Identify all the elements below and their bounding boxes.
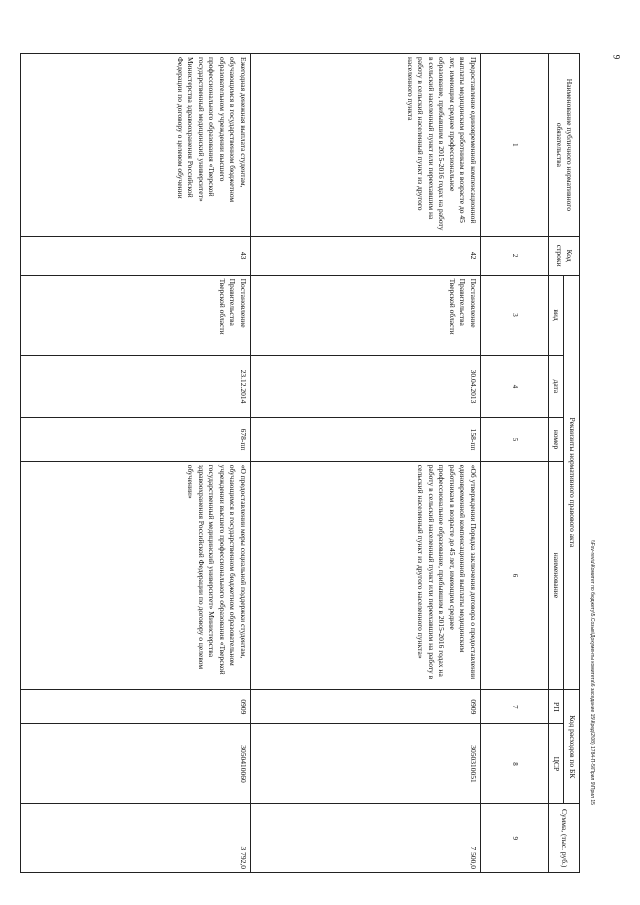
- act-type: Постановление Правительства Тверской области: [21, 275, 251, 355]
- header-rp: РП: [549, 690, 565, 724]
- footer-file-path: \\Fsv-reviu\Комитет по бюджету\5.Созыв\Документы комитета\6 заседание 15\Кред\2\08) 1784-П-5\Прил 9\Прил 15: [589, 540, 595, 805]
- column-number: 5: [481, 418, 549, 461]
- csr-code: 3050310051: [251, 724, 481, 804]
- obligation-name: Ежегодная денежная выплата студентам, обучающимся в государственном бюджетном образовательном учреждении высшего профессионального образования «Тверской государственный медицинский университет» Министерства здравоохранения Российской Федерации по договору о целевом обучении: [21, 54, 251, 237]
- csr-code: 3050410060: [21, 724, 251, 804]
- act-title: «О предоставлении меры социальной поддержки студентам, обучающимся в государственном бюджетном образовательном учреждении высшего профессионального образования «Тверской государственный медицинский университет» Министерства здравоохранения Российской Федерации по договору о целевом обучении»: [21, 461, 251, 689]
- obligation-name: Предоставление единовременной компенсационной выплаты медицинским работникам в возрасте до 45 лет, имеющим среднее профессиональное образование, прибывшим в 2015-2016 годах на работу в сельский населенный пункт или переехавшим на работу в сельский населенный пункт из другого населенного пункта: [251, 54, 481, 237]
- act-number: 158-пп: [251, 418, 481, 461]
- column-number: 2: [481, 236, 549, 275]
- column-number: 9: [481, 804, 549, 873]
- act-date: 23.12.2014: [21, 355, 251, 418]
- column-number: 8: [481, 724, 549, 804]
- header-date: дата: [549, 355, 565, 418]
- header-obligation: Наименование публичного нормативного обязательства: [549, 54, 580, 237]
- table-row: [21, 54, 251, 873]
- table-row: [251, 54, 481, 873]
- obligations-table: [20, 53, 580, 873]
- rp-code: 0909: [251, 690, 481, 724]
- header-line-code: Код строки: [549, 236, 580, 275]
- line-code: 43: [21, 236, 251, 275]
- header-title: наименование: [549, 461, 565, 689]
- header-act-details: Реквизиты нормативного правового акта: [564, 275, 580, 690]
- column-number: 1: [481, 54, 549, 237]
- rotated-table-wrapper: [20, 53, 580, 873]
- column-number: 4: [481, 355, 549, 418]
- act-type: Постановление Правительства Тверской области: [251, 275, 481, 355]
- sum-value: 3 792,0: [21, 804, 251, 873]
- column-number: 7: [481, 690, 549, 724]
- header-sum: Сумма, (тыс. руб.): [549, 804, 580, 873]
- header-budget-code: Код расходов по БК: [564, 690, 580, 804]
- act-date: 30.04.2013: [251, 355, 481, 418]
- rp-code: 0909: [21, 690, 251, 724]
- column-number: 6: [481, 461, 549, 689]
- page-number: 9: [610, 54, 621, 60]
- header-number: номер: [549, 418, 565, 461]
- line-code: 42: [251, 236, 481, 275]
- column-number: 3: [481, 275, 549, 355]
- header-type: вид: [549, 275, 565, 355]
- act-title: «Об утверждении Порядка заключения договора о предоставлении единовременной компенсационной выплаты медицинским работникам в возрасте до 45 лет, имеющим среднее профессиональное образование, прибывшим в 2015-2016 годах на работу в сельский населенный пункт или переехавшим на работу в сельский населенный пункт из другого населенного пункта»: [251, 461, 481, 689]
- act-number: 678-пп: [21, 418, 251, 461]
- header-csr: ЦСР: [549, 724, 565, 804]
- sum-value: 7 500,0: [251, 804, 481, 873]
- column-number-row: [481, 54, 549, 873]
